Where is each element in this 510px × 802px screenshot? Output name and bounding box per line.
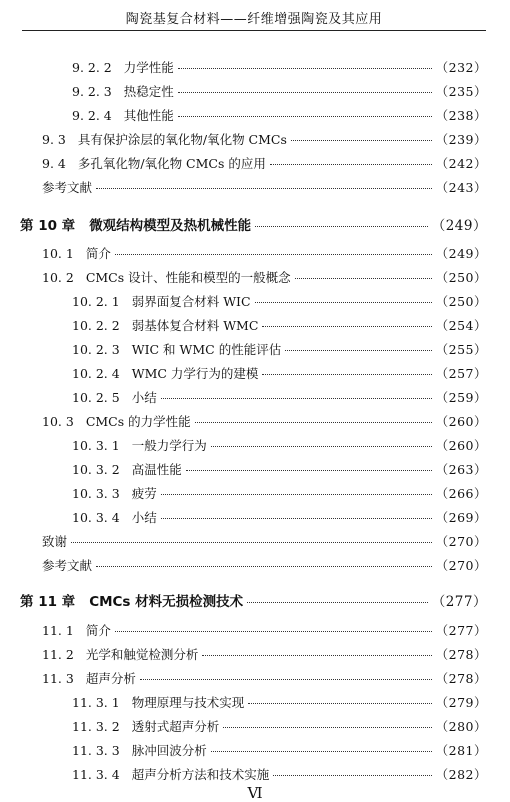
toc-entry-number: 10. 3 [42, 414, 74, 429]
toc-entry-title: 小结 [131, 390, 157, 405]
toc-entry-title: 参考文献 [42, 558, 93, 573]
toc-entry-number: 11. 3. 4 [72, 767, 120, 782]
toc-entry-number: 第 11 章 [20, 594, 76, 610]
dot-leader [262, 374, 431, 375]
toc-entry-title: 热稳定性 [123, 84, 174, 99]
toc-entry-number: 10. 3. 1 [72, 438, 120, 453]
toc-entry [42, 268, 487, 288]
toc-entry [72, 106, 487, 126]
toc-entry-title: 简介 [85, 246, 111, 261]
toc-entry-page: （242） [435, 156, 487, 171]
toc-entry-title: 超声分析方法和技术实施 [131, 767, 270, 782]
dot-leader [211, 446, 432, 447]
dot-leader [223, 727, 431, 728]
toc-entry-number: 10. 3. 4 [72, 510, 120, 525]
toc-entry-page: （277） [431, 594, 487, 610]
toc-entry-title: 力学性能 [123, 60, 174, 75]
toc-entry-title: 脉冲回波分析 [131, 743, 207, 758]
toc-entry [72, 316, 487, 336]
toc-entry [42, 178, 487, 198]
toc-entry [72, 364, 487, 384]
toc-entry [42, 532, 487, 552]
toc-entry [72, 717, 487, 737]
dot-leader [115, 631, 432, 632]
toc-entry-page: （238） [435, 108, 487, 123]
toc-entry-title: 物理原理与技术实现 [131, 695, 245, 710]
toc-entry-title: 高温性能 [131, 462, 182, 477]
toc-entry [72, 484, 487, 504]
toc-entry-page: （277） [435, 623, 487, 638]
toc-entry-page: （279） [435, 695, 487, 710]
dot-leader [178, 116, 432, 117]
toc-entry-page: （280） [435, 719, 487, 734]
toc-entry-number: 10. 2. 2 [72, 318, 120, 333]
toc-entry-number: 10. 2 [42, 270, 74, 285]
toc-entry-title: 弱界面复合材料 WIC [131, 294, 251, 309]
toc-entry-title: 弱基体复合材料 WMC [131, 318, 259, 333]
toc-entry-number: 10. 3. 2 [72, 462, 120, 477]
toc-entry [72, 82, 487, 102]
dot-leader [248, 703, 431, 704]
toc-entry-page: （266） [435, 486, 487, 501]
toc-entry-title: 简介 [85, 623, 111, 638]
toc-entry-title: 参考文献 [42, 180, 93, 195]
dot-leader [247, 602, 428, 603]
toc-entry-page: （249） [435, 246, 487, 261]
toc-entry [72, 388, 487, 408]
dot-leader [178, 92, 432, 93]
dot-leader [273, 775, 431, 776]
toc-entry-page: （239） [435, 132, 487, 147]
toc-entry-title: 具有保护涂层的氧化物/氧化物 CMCs [77, 132, 287, 147]
toc-entry-page: （263） [435, 462, 487, 477]
toc-entry-page: （255） [435, 342, 487, 357]
toc-entry-number: 10. 2. 3 [72, 342, 120, 357]
toc-entry [72, 436, 487, 456]
toc-entry [72, 508, 487, 528]
toc-entry [42, 669, 487, 689]
toc-entry-page: （282） [435, 767, 487, 782]
toc-entry-title: 透射式超声分析 [131, 719, 220, 734]
toc-entry-number: 9. 2. 3 [72, 84, 112, 99]
toc-entry-title: CMCs 的力学性能 [85, 414, 191, 429]
toc-entry-number: 11. 3 [42, 671, 74, 686]
toc-entry-number: 11. 1 [42, 623, 74, 638]
toc-entry-title: CMCs 设计、性能和模型的一般概念 [85, 270, 291, 285]
toc-entry-number: 9. 3 [42, 132, 66, 147]
toc-entry-number: 11. 3. 3 [72, 743, 120, 758]
dot-leader [115, 254, 432, 255]
toc-entry-number: 10. 3. 3 [72, 486, 120, 501]
toc-entry-title: 多孔氧化物/氧化物 CMCs 的应用 [77, 156, 266, 171]
toc-entry [42, 645, 487, 665]
toc-chapter-entry [20, 214, 487, 234]
toc-entry-title: 小结 [131, 510, 157, 525]
toc-entry-number: 10. 2. 4 [72, 366, 120, 381]
dot-leader [195, 422, 432, 423]
dot-leader [295, 278, 432, 279]
toc-entry-page: （270） [435, 534, 487, 549]
toc-entry-page: （278） [435, 647, 487, 662]
toc-entry [72, 765, 487, 785]
toc-entry [42, 130, 487, 150]
toc-entry-number: 11. 2 [42, 647, 74, 662]
dot-leader [255, 302, 432, 303]
toc-entry-title: 光学和触觉检测分析 [85, 647, 199, 662]
toc-entry-title: CMCs 材料无损检测技术 [89, 594, 244, 610]
toc-entry-title: 其他性能 [123, 108, 174, 123]
toc-entry [72, 741, 487, 761]
toc-entry [72, 693, 487, 713]
toc-entry-page: （281） [435, 743, 487, 758]
toc-entry-title: 致谢 [42, 534, 68, 549]
toc-entry-title: 超声分析 [85, 671, 136, 686]
toc-entry-page: （254） [435, 318, 487, 333]
toc-entry-title: WMC 力学行为的建模 [131, 366, 259, 381]
toc-entry-number: 11. 3. 1 [72, 695, 120, 710]
dot-leader [202, 655, 431, 656]
toc-entry-number: 9. 2. 2 [72, 60, 112, 75]
toc-entry-title: 疲劳 [131, 486, 157, 501]
toc-entry [72, 460, 487, 480]
toc-entry-title: 一般力学行为 [131, 438, 207, 453]
dot-leader [161, 398, 432, 399]
toc-entry-page: （260） [435, 438, 487, 453]
toc-entry-title: WIC 和 WMC 的性能评估 [131, 342, 282, 357]
toc-entry-page: （235） [435, 84, 487, 99]
toc-entry-page: （278） [435, 671, 487, 686]
toc-entry-page: （249） [431, 218, 487, 234]
toc-entry-number: 9. 4 [42, 156, 66, 171]
dot-leader [186, 470, 432, 471]
toc-entry [42, 154, 487, 174]
toc-entry-number: 9. 2. 4 [72, 108, 112, 123]
dot-leader [262, 326, 431, 327]
dot-leader [270, 164, 432, 165]
dot-leader [161, 494, 432, 495]
toc-entry [42, 244, 487, 264]
toc-entry-page: （260） [435, 414, 487, 429]
dot-leader [178, 68, 432, 69]
dot-leader [71, 542, 432, 543]
toc-entry [42, 412, 487, 432]
page-folio: Ⅵ [247, 784, 263, 802]
dot-leader [161, 518, 432, 519]
toc-entry-page: （250） [435, 270, 487, 285]
toc-entry-page: （257） [435, 366, 487, 381]
toc-entry-page: （250） [435, 294, 487, 309]
dot-leader [140, 679, 432, 680]
toc-entry-title: 微观结构模型及热机械性能 [89, 218, 252, 234]
toc-entry-number: 10. 2. 5 [72, 390, 120, 405]
running-header-title: 陶瓷基复合材料——纤维增强陶瓷及其应用 [125, 12, 383, 27]
dot-leader [255, 226, 428, 227]
toc-chapter-entry [20, 590, 487, 610]
toc-entry-page: （270） [435, 558, 487, 573]
toc-entry-number: 10. 1 [42, 246, 74, 261]
toc-entry-page: （243） [435, 180, 487, 195]
toc-entry-page: （232） [435, 60, 487, 75]
dot-leader [96, 566, 432, 567]
toc-entry [72, 292, 487, 312]
toc-entry [72, 340, 487, 360]
toc-entry [72, 58, 487, 78]
toc-entry-page: （269） [435, 510, 487, 525]
toc-entry-page: （259） [435, 390, 487, 405]
dot-leader [211, 751, 432, 752]
dot-leader [285, 350, 431, 351]
toc-entry-number: 11. 3. 2 [72, 719, 120, 734]
dot-leader [291, 140, 432, 141]
toc-entry [42, 621, 487, 641]
toc-entry-number: 第 10 章 [20, 218, 76, 234]
toc-entry [42, 556, 487, 576]
running-header [22, 0, 486, 31]
toc-entry-number: 10. 2. 1 [72, 294, 120, 309]
dot-leader [96, 188, 432, 189]
